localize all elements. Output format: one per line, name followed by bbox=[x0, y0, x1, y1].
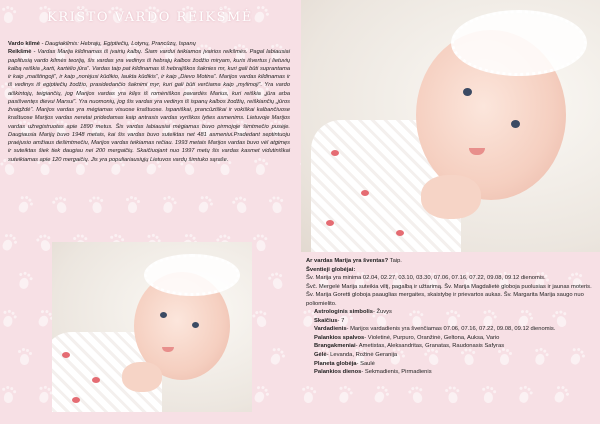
name-facts bbox=[306, 257, 596, 377]
paw-print-icon bbox=[267, 346, 287, 368]
paw-print-icon bbox=[16, 271, 33, 292]
info-line: Šv. Marija yra minima 02.04, 02.27, 03.10, 03.30, 07.06, 07.16, 07.22, 09.08, 09.12 dienomis. bbox=[306, 275, 546, 282]
info-line: Gėlė- Levanda, Rožinė Geranija bbox=[314, 352, 398, 359]
paw-print-icon bbox=[482, 386, 497, 404]
paw-print-icon bbox=[18, 348, 32, 366]
paw-print-icon bbox=[516, 385, 534, 406]
name-meaning-text bbox=[8, 40, 290, 164]
meaning-label: Reikšmė bbox=[8, 49, 32, 56]
paw-print-icon bbox=[2, 386, 17, 404]
paw-print-icon bbox=[302, 386, 317, 404]
origin-label: Vardo kilmė bbox=[8, 41, 40, 47]
info-line: Vardadienis- Marijos vardadienis yra švenčiamas 07.06, 07.16, 07.22, 09.08, 09.12 dienomis. bbox=[314, 326, 556, 333]
paw-print-icon bbox=[407, 384, 427, 406]
paw-print-icon bbox=[268, 195, 285, 216]
paw-print-icon bbox=[88, 195, 105, 216]
paw-print-icon bbox=[251, 384, 271, 406]
paw-print-icon bbox=[160, 195, 177, 216]
paw-print-icon bbox=[336, 385, 354, 406]
info-line: Skaičius- 7 bbox=[314, 317, 345, 324]
paw-print-icon bbox=[231, 194, 251, 216]
paw-print-icon bbox=[195, 194, 215, 216]
info-line: Šventieji globėjai: bbox=[306, 266, 356, 273]
info-line: Planeta globėja- Saulė bbox=[314, 360, 375, 367]
paw-print-icon bbox=[253, 233, 270, 253]
baby-photo-large bbox=[301, 0, 600, 252]
info-line: Palankios dienos- Sekmadienis, Pirmadienis bbox=[314, 369, 432, 376]
paw-print-icon bbox=[371, 384, 391, 406]
paw-print-icon bbox=[445, 385, 462, 405]
info-line: Brangakmeniai- Ametistas, Aleksandritas, Granatas, Raudonasis Safyras bbox=[314, 343, 505, 350]
meaning-text: - Vardas Marija kildinamas iš įvairių kalbų. Šiam vardui teikiamos įvairios reikšmės. Pagal labiausiai paplitusią vardo kilmės teoriją, šis vardas yra vedinys iš hebrajų kalbos žodžio miryam, kuris išvertus į lietuvių kalbą reiškia „karti, kartėlio jūra“. Vardas taip pat kildinamas iš hebrajiškos šaknies mr, kuri gali būti suprantama ir kaip „maištingoji“, ir kaip „norėjusi kūdikio, laukta kūdikis“, ir kaip „Dievo Motina“. Marijos vardas kildinamas ir iš vedinys iš egiptiečių žodžio, prasidedančio šaknimi myr, kuri gali būti verčiama kaip „mylimoji“. Yra vardo aiškintojų, teigiančių, jog Marijos vardas yra kilęs iš romėniškos pavardės Marius, kuri reiškia „jūra arba pasišventęs dievui Marsui“. Yra nuomonių, jog šis vardas yra vedinys iš ispanų kalbos žodžių, reiškiančių „jūros žvaigždė“. Marijos vardas yra mėgiamas visuose kraštuose. Ispaniškai, prancūziškai ir vokiškai kalbančiuose kraštuose Marijos vardas neretai pridedamas kaip antrasis vardas vyriškos lyties asmenims. Lietuvoje Marijos vardas užregistruotas apie 1890 metus. Šis vardas labiausiai mėgiamas buvo pirmojoje šimtmečio pusėje. Daugiausia Marijų buvo 1948 metais, kai šis vardas buvo suteiktas net 481 asmeniui.Pradedant septintuoju praėjusio amžiaus dešimtmečiu, Marijos vardas teikiamas rečiau. 1993 metais Marijos vardas buvo vėl atgimęs ir suteiktas šiek tiek daugiau nei 200 mergaičių. Skaičiuojant nuo 1997 metų šis vardas kasmet vidutiniškai suteikiamas apie 120 mergaičių. Jis yra populiariausiųjų Lietuvos vardų šimtuko sąraše. bbox=[8, 49, 290, 163]
paw-print-icon bbox=[15, 194, 35, 216]
info-line: Ar vardas Marija yra šventas? Taip. bbox=[306, 258, 402, 264]
origin-text: - Daugiakilmis: Hebrajų, Egiptiečių, Lotynų, Prancūzų, Ispanų bbox=[39, 41, 196, 47]
paw-print-icon bbox=[551, 384, 571, 406]
paw-print-icon bbox=[0, 309, 18, 330]
paw-print-icon bbox=[126, 196, 140, 214]
info-line: Palankios spalvos- Violetinė, Purpuro, Oranžinė, Geltona, Auksa, Vario bbox=[314, 334, 500, 341]
page-title: KRIŠTO VARDO REIKŠMĖ bbox=[47, 10, 253, 25]
info-line: Astrologinis simbolis- Žuvys bbox=[314, 309, 392, 316]
paw-print-icon bbox=[0, 232, 19, 254]
baby-photo-small bbox=[52, 242, 252, 412]
info-line: Švč. Mergelė Marija suteikia viltį, pagalbą ir užtarimą. Šv. Marija Magdalietė globoja puolusias ir jaunas moteris. Šv. Marija Goretti globoja paauglias mergaites, skaistybę ir prievartos aukas. Šv. Margarita Marija saugo nuo poliomielito. bbox=[306, 283, 592, 307]
paw-print-icon bbox=[51, 194, 71, 216]
paw-print-icon bbox=[267, 270, 287, 292]
paw-print-icon bbox=[251, 308, 271, 330]
